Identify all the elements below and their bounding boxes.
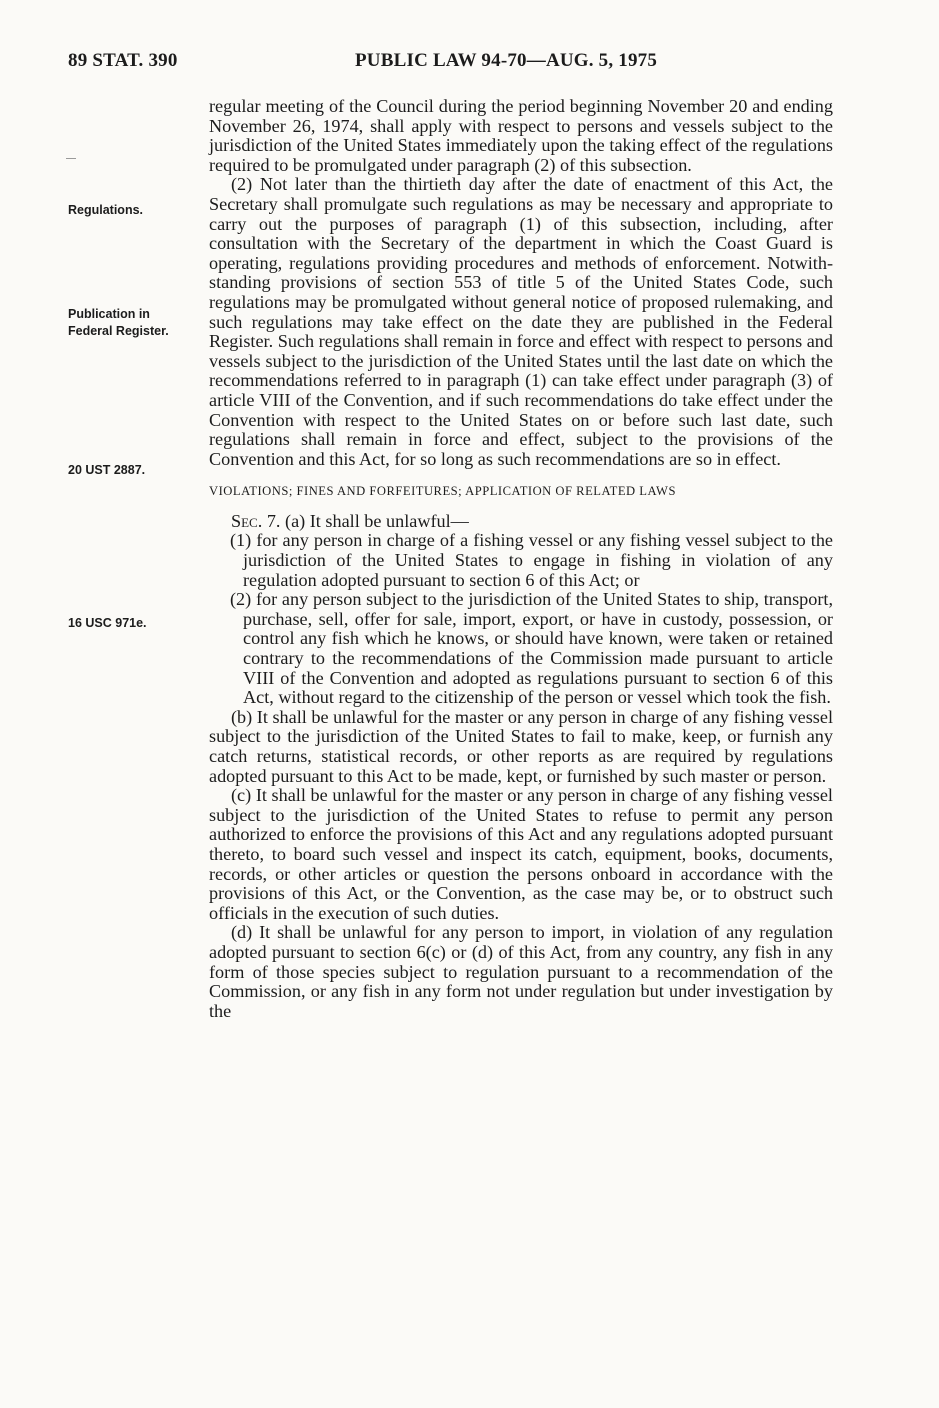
paragraph-2: (2) Not later than the thirtieth day after the date of enactment of this Act, the Secretary shall promulgate such regulations as may be necessary and appropriate to carry out the purposes of paragraph (1) of this subsection, including, after consultation with the Secretary of the department in which the Coast Guard is operating, regulations providing procedures and methods of enforcement. Notwithstanding provisions of section 553 of title 5 of the United States Code, such regulations may be promulgated without general notice of proposed rulemaking, and such regulations may take effect on the date they are published in the Federal Register. Such regulations shall remain in force and effect with respect to persons and vessels subject to the jurisdiction of the United States until the last date on which the recommendations referred to in paragraph (1) can take effect under paragraph (3) of article VIII of the Convention, and if such recommendations do take effect under the Convention with respect to the United States on or before such last date, such regulations shall remain in force and effect, subject to the provisions of the Convention and this Act, for so long as such recommendations are so in effect. xyxy=(209,174,833,469)
section-label: Sec. 7. xyxy=(231,510,281,531)
running-head-title: PUBLIC LAW 94-70—AUG. 5, 1975 xyxy=(355,50,658,71)
paragraph-b: (b) It shall be unlawful for the master or any person in charge of any fishing vessel subject to the jurisdiction of the United States to fail to make, keep, or furnish any catch returns, statistical records, or other reports as are required by regulations adopted pursuant to this Act to be made, kept, or furnished by such master or person. xyxy=(209,706,833,786)
paragraph-d: (d) It shall be unlawful for any person to import, in violation of any regulation adopted pursuant to section 6(c) or (d) of this Act, from any country, any fish in any form of those species subject to regulation pursuant to a recommendation of the Commission, or any fish in any form not under regulation but under investigation by the xyxy=(209,922,833,1021)
section-heading xyxy=(209,482,833,502)
subparagraph-2: (2) for any person subject to the jurisdiction of the United States to ship, transport, purchase, sell, offer for sale, import, export, or have in custody, possession, or control any fish which he knows, or should have known, were taken or retained contrary to the recommendations of the Commission made pursuant to article VIII of the Convention and adopted as regulations pursuant to section 6 of this Act, without regard to the citizenship of the person or vessel which took the fish. xyxy=(230,589,833,708)
continuation-paragraph: regular meeting of the Council during the period beginning November 20 and ending November 26, 1974, shall apply with respect to persons and vessels subject to the jurisdiction of the United States immediately upon the taking effect of the regulations required to be promulgated under paragraph (2) of this subsection. xyxy=(209,96,833,175)
margin-note-publication-line1: Publication in xyxy=(68,307,150,321)
margin-note-usc-reference: 16 USC 971e. xyxy=(68,616,147,630)
stat-page-reference: 89 STAT. 390 xyxy=(68,50,178,71)
margin-note-ust-reference: 20 UST 2887. xyxy=(68,463,146,477)
section-heading-text: VIOLATIONS; FINES AND FORFEITURES; APPLICATION OF RELATED LAWS xyxy=(209,484,676,499)
margin-note-publication-line2: Federal Register. xyxy=(68,324,169,338)
section-7-intro xyxy=(209,512,833,532)
section-7-intro-text: (a) It shall be unlawful— xyxy=(285,510,469,531)
body-text-column xyxy=(209,97,833,1021)
paragraph-c: (c) It shall be unlawful for the master or any person in charge of any fishing vessel subject to the jurisdiction of the United States to refuse to permit any person authorized to enforce the provisions of this Act and any regulations adopted pursuant thereto, to board such vessel and inspect its catch, equipment, books, documents, records, or other articles or question the persons onboard in accordance with the provisions of this Act, or the Convention, as the case may be, or to obstruct such officials in the execution of such duties. xyxy=(209,785,833,923)
margin-mark xyxy=(66,158,76,159)
margin-note-regulations: Regulations. xyxy=(68,203,144,217)
subparagraph-1: (1) for any person in charge of a fishing vessel or any fishing vessel subject to the jurisdiction of the United States to engage in fishing in violation of any regulation adopted pursuant to section 6 of this Act; or xyxy=(230,530,833,590)
